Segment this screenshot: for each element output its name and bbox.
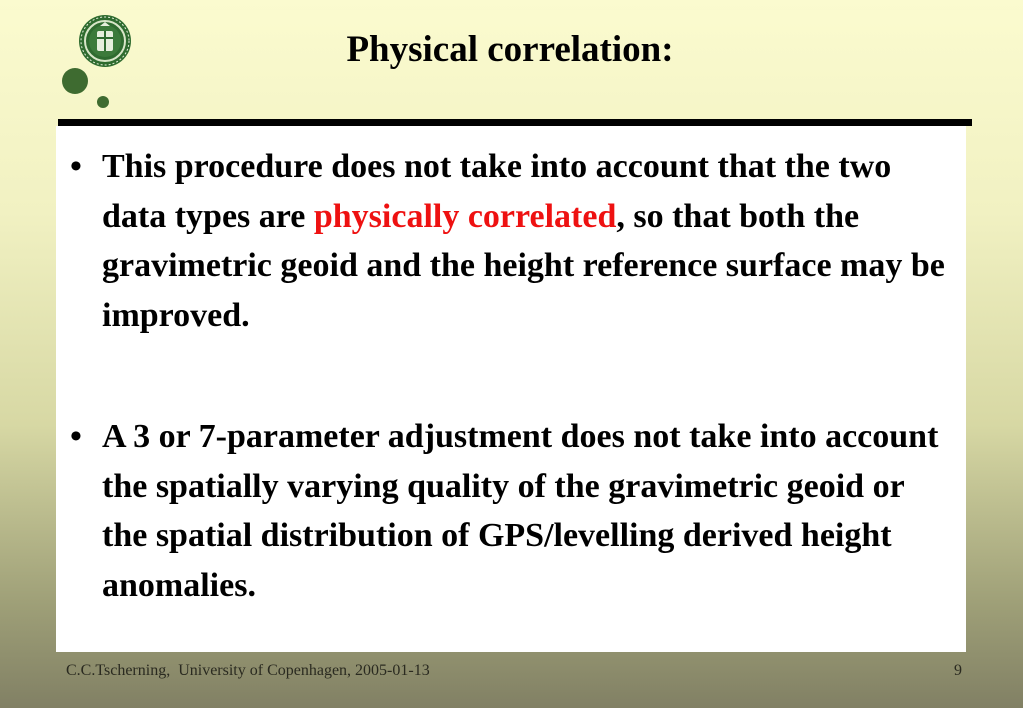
bullet-text bbox=[102, 142, 952, 340]
page-number: 9 bbox=[954, 662, 962, 679]
slide-title: Physical correlation: bbox=[346, 29, 674, 70]
bullet-marker: • bbox=[70, 418, 82, 455]
footer-author-info: C.C.Tscherning, University of Copenhagen, 2005-01-13 bbox=[66, 662, 430, 679]
bullet-text-end: , so that both the gravimetric geoid and the height reference surface may be improved. bbox=[102, 197, 945, 334]
decorative-dot-large bbox=[62, 68, 88, 94]
bullet-text: A 3 or 7-parameter adjustment does not take into account the spatially varying quality of the gravimetric geoid or the spatial distribution of GPS/levelling derived height anomalies. bbox=[102, 418, 939, 604]
bullet-marker: • bbox=[70, 148, 82, 185]
decorative-dot-small bbox=[97, 96, 109, 108]
bullet-text-start: This procedure does not take into account that the two data types are bbox=[102, 148, 892, 235]
university-seal-icon bbox=[78, 14, 132, 68]
slide-content bbox=[56, 126, 966, 652]
highlight-physically-correlated: physically correlated bbox=[313, 197, 617, 235]
title-divider bbox=[58, 119, 972, 126]
